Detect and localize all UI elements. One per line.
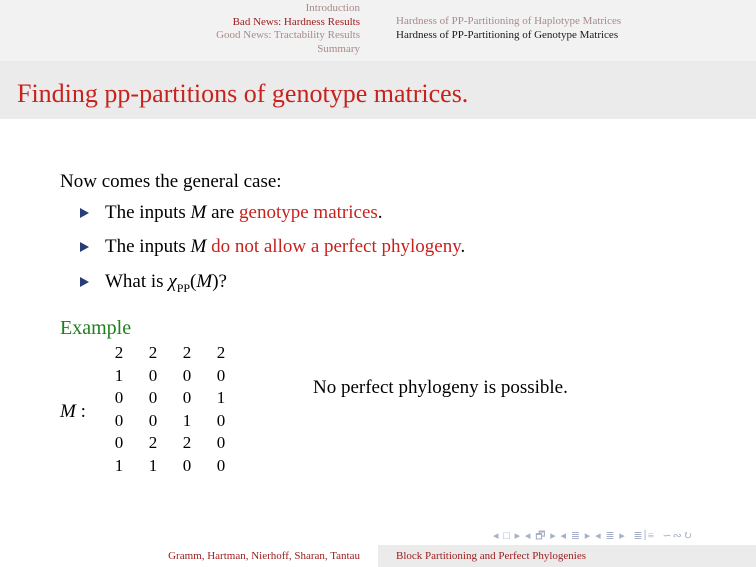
nav-subsection-haplotype[interactable]: Hardness of PP-Partitioning of Haplotype Matrices (396, 15, 622, 27)
bullet-triangle-icon (80, 277, 89, 287)
nav-subsection-genotype[interactable]: Hardness of PP-Partitioning of Genotype Matrices (396, 28, 619, 41)
matrix-cell: 0 (182, 365, 192, 385)
variable-m: M (190, 202, 207, 223)
matrix-cell: 0 (216, 365, 226, 385)
matrix-cell: 0 (148, 388, 158, 407)
matrix-cell: 0 (182, 388, 192, 407)
subsection-navigation (396, 15, 621, 42)
footline (0, 545, 756, 567)
bullet-text: What is (105, 271, 169, 292)
beamer-navigation-symbols[interactable]: ◂ □ ▸ ◂ 🗗 ▸ ◂ ≣ ▸ ◂ ≣ ▸ ≣∣≡ ∽∾↻ (493, 530, 694, 542)
variable-m: M (190, 236, 207, 257)
matrix-cell: 0 (148, 365, 158, 385)
matrix-cell: 2 (216, 343, 226, 362)
matrix-cell: 0 (216, 433, 226, 452)
matrix-cell: 1 (114, 455, 124, 475)
matrix-cell: 0 (216, 410, 226, 430)
bullet-text: . (377, 202, 383, 223)
footer-authors: Gramm, Hartman, Nierhoff, Sharan, Tantau (168, 550, 360, 562)
bullet-text: The inputs (105, 202, 191, 223)
variable-m: M (196, 271, 213, 292)
matrix-cell: 1 (216, 388, 226, 407)
bullet-triangle-icon (80, 208, 89, 218)
matrix-variable: M (60, 401, 76, 422)
nav-section-summary[interactable]: Summary (317, 42, 360, 55)
paren-close: )? (212, 271, 227, 292)
frame-title: Finding pp-partitions of genotype matrices. (17, 79, 469, 108)
bullet-text: are (206, 202, 240, 223)
intro-text: Now comes the general case: (60, 171, 282, 192)
highlight-text: genotype matrices (239, 202, 378, 223)
paren-open: ( (190, 271, 197, 292)
matrix-cell: 1 (114, 365, 124, 385)
highlight-text: do not allow a perfect phylogeny (211, 236, 461, 257)
matrix-cell: 2 (148, 343, 158, 362)
matrix-cell: 2 (114, 343, 124, 362)
matrix-label (60, 401, 86, 423)
nav-section-introduction[interactable]: Introduction (305, 2, 360, 14)
matrix-cell: 1 (182, 410, 192, 430)
section-navigation (216, 2, 360, 56)
bullet-text: . (460, 236, 466, 257)
matrix-cell: 0 (114, 410, 124, 430)
matrix-cell: 0 (182, 455, 192, 475)
chi-subscript: PP (176, 280, 191, 295)
footer-title: Block Partitioning and Perfect Phylogenies (396, 550, 587, 562)
matrix-cell: 2 (182, 343, 192, 362)
footline-left (0, 545, 378, 567)
matrix-cell: 2 (182, 433, 192, 452)
chi-symbol: χ (168, 271, 177, 292)
bullet-text: The inputs (105, 236, 191, 257)
bullet-triangle-icon (80, 242, 89, 252)
matrix-cell: 2 (148, 433, 158, 452)
footline-right (378, 545, 756, 567)
example-statement: No perfect phylogeny is possible. (313, 377, 568, 398)
nav-section-hardness[interactable]: Bad News: Hardness Results (232, 15, 360, 28)
matrix-cell: 0 (216, 455, 226, 475)
example-title: Example (60, 317, 132, 339)
headline-bar (0, 0, 756, 61)
matrix-cell: 0 (114, 433, 124, 452)
nav-section-tractability[interactable]: Good News: Tractability Results (216, 29, 360, 41)
matrix-colon: : (75, 401, 86, 422)
matrix-cell: 1 (148, 455, 158, 475)
matrix-cell: 0 (148, 410, 158, 430)
matrix-cell: 0 (114, 388, 124, 407)
